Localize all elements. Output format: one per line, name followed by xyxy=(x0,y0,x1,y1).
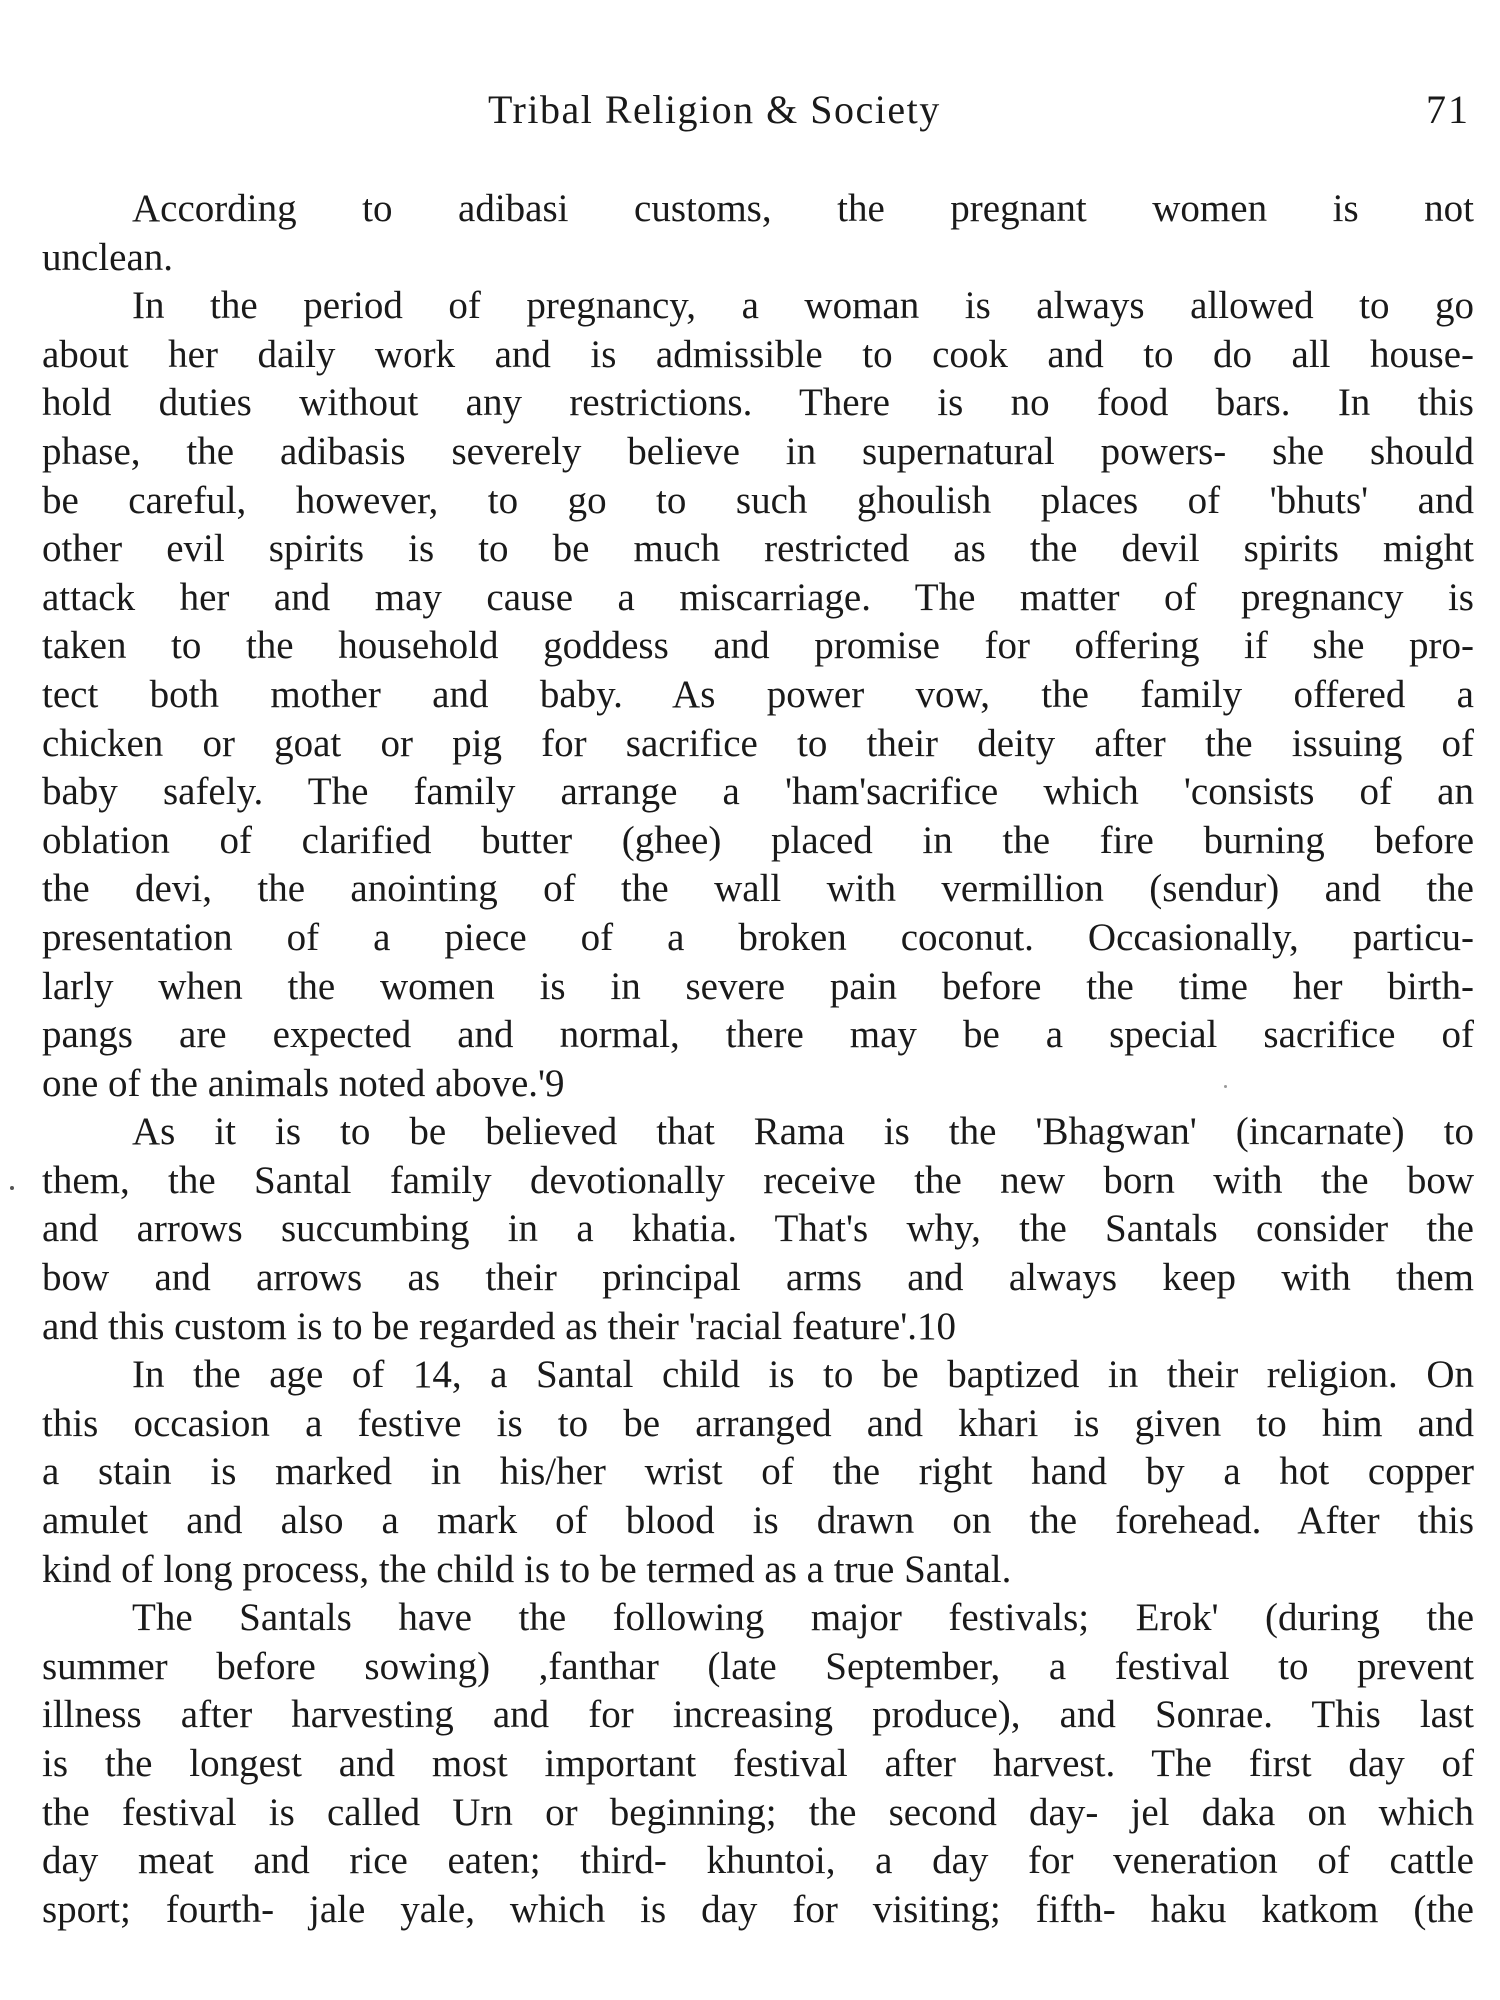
text-line: illness after harvesting and for increasing produce), and Sonrae. This last xyxy=(42,1693,1474,1737)
text-line: chicken or goat or pig for sacrifice to their deity after the issuing of xyxy=(42,721,1474,765)
page-number: 71 xyxy=(1426,87,1470,132)
text-line: summer before sowing) ,fanthar (late September, a festival to prevent xyxy=(42,1644,1474,1688)
text-line: presentation of a piece of a broken coconut. Occasionally, particu- xyxy=(42,915,1474,959)
text-line: larly when the women is in severe pain before the time her birth- xyxy=(42,964,1474,1008)
text-line: In the period of pregnancy, a woman is always allowed to go xyxy=(132,284,1474,328)
text-line: tect both mother and baby. As power vow, the family offered a xyxy=(42,672,1474,716)
text-line: The Santals have the following major festivals; Erok' (during the xyxy=(132,1596,1474,1640)
scan-speck xyxy=(1224,1085,1227,1088)
text-line: the devi, the anointing of the wall with vermillion (sendur) and the xyxy=(42,867,1474,911)
text-line: baby safely. The family arrange a 'ham'sacrifice which 'consists of an xyxy=(42,770,1474,814)
text-line: phase, the adibasis severely believe in supernatural powers- she should xyxy=(42,429,1474,473)
text-line: be careful, however, to go to such ghoulish places of 'bhuts' and xyxy=(42,478,1474,522)
text-line: this occasion a festive is to be arranged and khari is given to him and xyxy=(42,1401,1474,1445)
text-line: about her daily work and is admissible to cook and to do all house- xyxy=(42,332,1474,376)
paragraph-4 xyxy=(42,1351,1474,1594)
text-line: unclean. xyxy=(42,235,174,279)
text-line: kind of long process, the child is to be termed as a true Santal. xyxy=(42,1547,1012,1591)
scan-speck xyxy=(10,1186,14,1190)
paragraph-3 xyxy=(42,1108,1474,1351)
paragraph-2 xyxy=(42,282,1474,1108)
text-line: hold duties without any restrictions. There is no food bars. In this xyxy=(42,381,1474,425)
text-line: In the age of 14, a Santal child is to be baptized in their religion. On xyxy=(132,1353,1474,1397)
text-line: a stain is marked in his/her wrist of the right hand by a hot copper xyxy=(42,1450,1474,1494)
text-line: one of the animals noted above.'9 xyxy=(42,1061,565,1105)
text-line: attack her and may cause a miscarriage. The matter of pregnancy is xyxy=(42,575,1474,619)
paragraph-1 xyxy=(42,185,1474,282)
text-line: day meat and rice eaten; third- khuntoi, a day for veneration of cattle xyxy=(42,1839,1474,1883)
text-line: bow and arrows as their principal arms and always keep with them xyxy=(42,1256,1474,1300)
text-line: the festival is called Urn or beginning; the second day- jel daka on which xyxy=(42,1790,1474,1834)
text-line: and this custom is to be regarded as their 'racial feature'.10 xyxy=(42,1304,956,1348)
paragraph-5 xyxy=(42,1594,1474,1934)
text-line: sport; fourth- jale yale, which is day for visiting; fifth- haku katkom (the xyxy=(42,1887,1474,1931)
text-line: them, the Santal family devotionally receive the new born with the bow xyxy=(42,1158,1474,1202)
text-line: pangs are expected and normal, there may be a special sacrifice of xyxy=(42,1013,1474,1057)
text-line: According to adibasi customs, the pregnant women is not xyxy=(132,187,1474,230)
body-text xyxy=(42,185,1474,1934)
text-line: oblation of clarified butter (ghee) placed in the fire burning before xyxy=(42,818,1474,862)
text-line: As it is to be believed that Rama is the 'Bhagwan' (incarnate) to xyxy=(132,1110,1474,1154)
text-line: is the longest and most important festival after harvest. The first day of xyxy=(42,1742,1474,1785)
text-line: and arrows succumbing in a khatia. That's why, the Santals consider the xyxy=(42,1207,1474,1251)
running-header xyxy=(0,82,1500,138)
running-title: Tribal Religion & Society xyxy=(488,87,941,132)
text-line: taken to the household goddess and promise for offering if she pro- xyxy=(42,624,1474,668)
text-line: amulet and also a mark of blood is drawn on the forehead. After this xyxy=(42,1499,1474,1543)
text-line: other evil spirits is to be much restricted as the devil spirits might xyxy=(42,527,1474,571)
